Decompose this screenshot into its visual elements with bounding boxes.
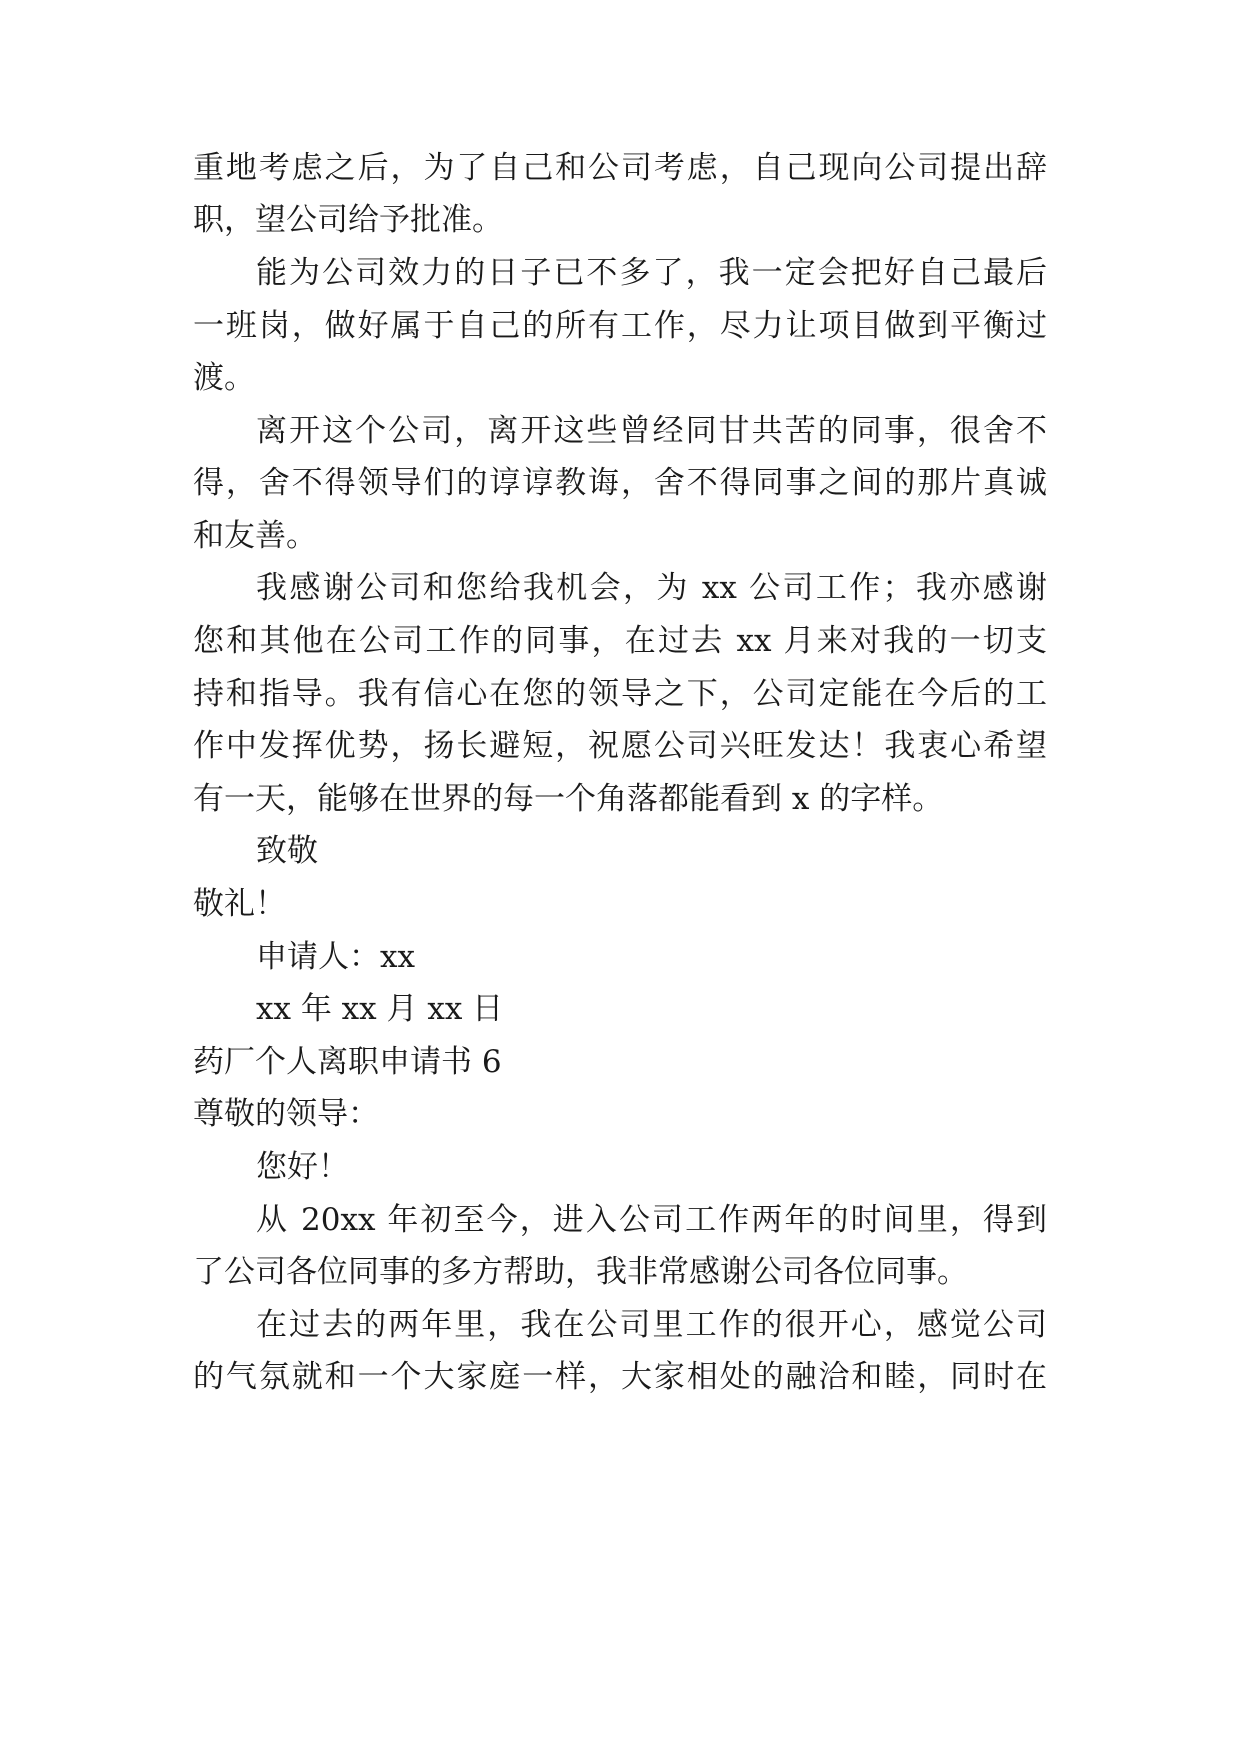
- text-line-11: 持和指导。我有信心在您的领导之下，公司定能在今后的工: [193, 676, 1047, 712]
- salutation-line: 致敬: [256, 833, 318, 869]
- text-line-5: 渡。: [193, 360, 255, 396]
- text-line-13: 有一天，能够在世界的每一个角落都能看到 x 的字样。: [193, 781, 944, 817]
- text-line-3: 能为公司效力的日子已不多了，我一定会把好自己最后: [256, 255, 1047, 291]
- text-line-1: 重地考虑之后，为了自己和公司考虑，自己现向公司提出辞: [193, 150, 1047, 186]
- applicant-line: 申请人：xx: [256, 939, 415, 975]
- greeting-recipient: 尊敬的领导：: [193, 1096, 379, 1132]
- text-line-8: 和友善。: [193, 518, 317, 554]
- text-line-2: 职，望公司给予批准。: [193, 202, 503, 238]
- closing-line: 敬礼！: [193, 886, 286, 922]
- text-line-6: 离开这个公司，离开这些曾经同甘共苦的同事，很舍不: [256, 413, 1047, 449]
- text-line-7: 得，舍不得领导们的谆谆教诲，舍不得同事之间的那片真诚: [193, 465, 1047, 501]
- greeting-line: 您好！: [256, 1149, 349, 1185]
- text-line-12: 作中发挥优势，扬长避短，祝愿公司兴旺发达！我衷心希望: [193, 728, 1047, 764]
- text-line-10: 您和其他在公司工作的同事，在过去 xx 月来对我的一切支: [193, 623, 1047, 659]
- text-line-9: 我感谢公司和您给我机会，为 xx 公司工作；我亦感谢: [256, 570, 1047, 606]
- text-line-21: 从 20xx 年初至今，进入公司工作两年的时间里，得到: [256, 1202, 1047, 1238]
- text-line-22: 了公司各位同事的多方帮助，我非常感谢公司各位同事。: [193, 1254, 968, 1290]
- date-line: xx 年 xx 月 xx 日: [256, 991, 504, 1027]
- section-title: 药厂个人离职申请书 6: [193, 1044, 502, 1080]
- text-line-23: 在过去的两年里，我在公司里工作的很开心，感觉公司: [256, 1307, 1047, 1343]
- text-line-24: 的气氛就和一个大家庭一样，大家相处的融洽和睦，同时在: [193, 1359, 1047, 1395]
- text-line-4: 一班岗，做好属于自己的所有工作，尽力让项目做到平衡过: [193, 308, 1047, 344]
